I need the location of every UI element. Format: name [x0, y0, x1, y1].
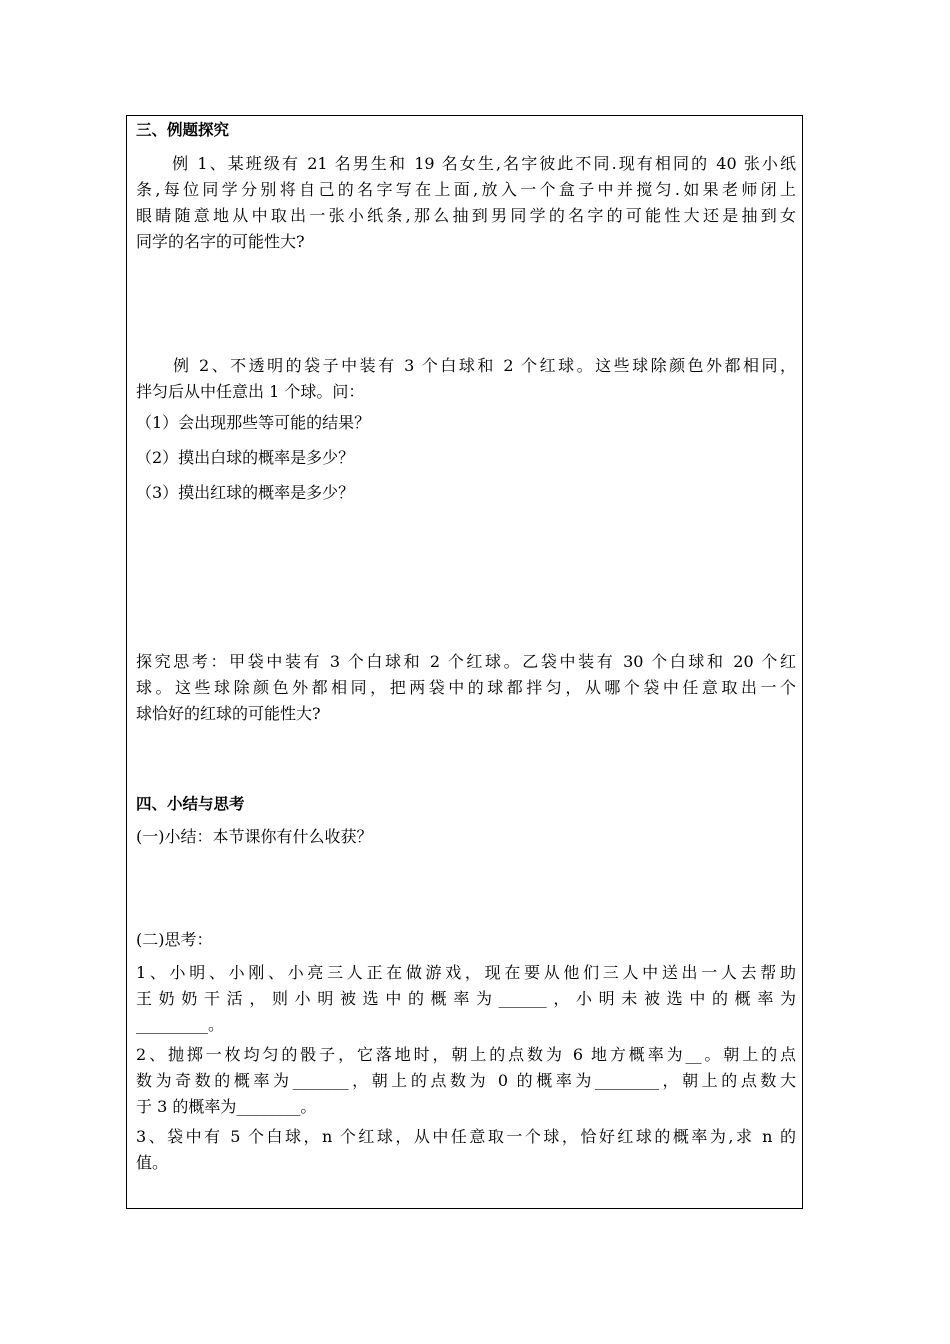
example2-question-2: （2）摸出白球的概率是多少？: [136, 448, 355, 467]
think-q2-line-2: 数为奇数的概率为_______，朝上的点数为 0 的概率为________，朝上的点数大: [136, 1071, 796, 1090]
example2-question-3: （3）摸出红球的概率是多少？: [136, 483, 355, 502]
example1-line-3: 眼睛随意地从中取出一张小纸条,那么抽到男同学的名字的可能性大还是抽到女: [136, 206, 796, 225]
think-q1-line-2: 王奶奶干活，则小明被选中的概率为______，小明未被选中的概率为: [136, 989, 796, 1008]
think-q3-line-2: 值。: [136, 1153, 169, 1172]
example1-line-1: 例 1、某班级有 21 名男生和 19 名女生,名字彼此不同.现有相同的 40 张小纸: [136, 154, 796, 173]
example1-line-2: 条,每位同学分别将自己的名字写在上面,放入一个盒子中并搅匀.如果老师闭上: [136, 180, 796, 199]
example2-line-2: 拌匀后从中任意出 1 个球。问：: [136, 382, 365, 401]
think-q1-line-1: 1、小明、小刚、小亮三人正在做游戏，现在要从他们三人中送出一人去帮助: [136, 963, 796, 982]
section3-heading: 三、例题探究: [136, 121, 230, 139]
example1-line-4: 同学的名字的可能性大?: [136, 232, 305, 251]
example2-line-1: 例 2、不透明的袋子中装有 3 个白球和 2 个红球。这些球除颜色外都相同，: [136, 356, 796, 375]
think-q2-line-3: 于 3 的概率为________。: [136, 1097, 317, 1116]
summary-prompt: (一)小结：本节课你有什么收获？: [136, 827, 373, 846]
section4-heading: 四、小结与思考: [136, 795, 245, 813]
example2-question-1: （1）会出现那些等可能的结果？: [136, 413, 371, 432]
explore-line-2: 球。这些球除颜色外都相同，把两袋中的球都拌匀，从哪个袋中任意取出一个: [136, 678, 796, 697]
think-q1-line-3: _________。: [136, 1015, 225, 1034]
think-label: (二)思考：: [136, 930, 213, 949]
think-q2-line-1: 2、抛掷一枚均匀的骰子，它落地时，朝上的点数为 6 地方概率为__。朝上的点: [136, 1045, 796, 1064]
explore-line-3: 球恰好的红球的可能性大?: [136, 704, 321, 723]
explore-line-1: 探究思考：甲袋中装有 3 个白球和 2 个红球。乙袋中装有 30 个白球和 20 个红: [136, 652, 796, 671]
think-q3-line-1: 3、袋中有 5 个白球，n 个红球，从中任意取一个球，恰好红球的概率为,求 n 的: [136, 1127, 796, 1146]
